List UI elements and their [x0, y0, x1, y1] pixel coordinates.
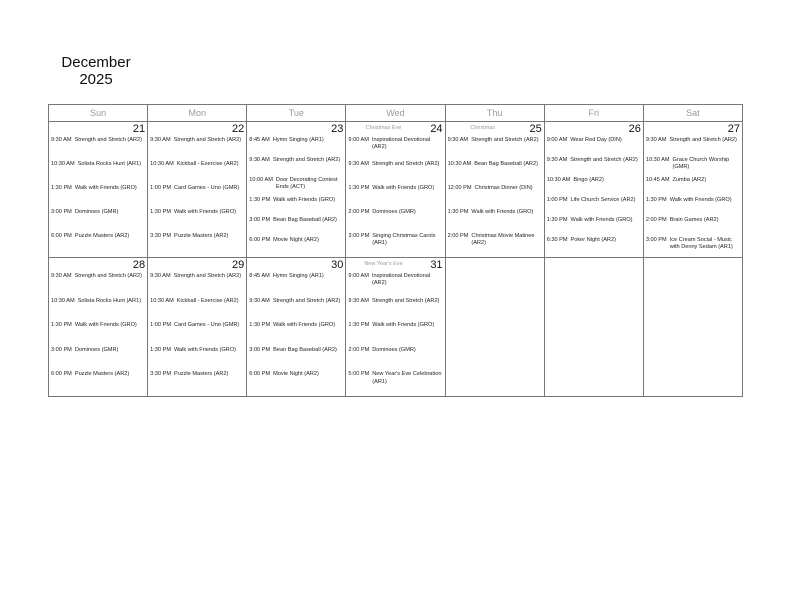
event-time: 9:30 AM	[348, 297, 369, 304]
event-time: 1:00 PM	[150, 322, 171, 329]
day-cell[interactable]	[49, 122, 148, 258]
event-time: 12:00 PM	[447, 185, 472, 191]
event-item[interactable]	[448, 209, 542, 233]
event-list	[545, 258, 643, 273]
event-time: 6:00 PM	[51, 371, 72, 378]
event-item[interactable]	[249, 273, 343, 298]
event-item[interactable]	[448, 161, 542, 185]
day-cell[interactable]	[49, 258, 148, 397]
event-item[interactable]	[150, 298, 244, 323]
event-name: New Year's Eve Celebration (AR1)	[372, 371, 442, 385]
event-name: Christmas Movie Matinee (AR2)	[471, 233, 535, 247]
day-number: 29	[232, 259, 245, 271]
event-list	[545, 122, 643, 257]
event-time: 9:00 AM	[348, 273, 369, 279]
event-time: 1:30 PM	[348, 185, 370, 191]
event-item[interactable]	[348, 209, 442, 233]
event-time: 1:30 PM	[150, 209, 171, 215]
event-item[interactable]	[51, 161, 145, 185]
event-name: Door Decorating Contest Ends (ACT)	[275, 177, 338, 191]
event-item[interactable]	[51, 185, 145, 209]
event-list	[49, 258, 147, 396]
event-item[interactable]	[348, 322, 442, 347]
day-number: 27	[727, 123, 740, 135]
event-name: Strength and Stretch (AR2)	[570, 157, 638, 163]
event-time: 1:30 PM	[249, 197, 271, 203]
year-label: 2025	[79, 71, 113, 88]
event-item[interactable]	[150, 185, 244, 209]
event-time: 10:30 AM	[645, 157, 670, 163]
event-item[interactable]	[348, 233, 442, 257]
event-name: Walk with Friends (GRO)	[74, 185, 137, 191]
event-list	[644, 258, 742, 273]
day-number: 23	[331, 123, 344, 135]
event-item[interactable]	[348, 161, 442, 185]
event-name: Ice Cream Social - Music with Denny Sedam (AR1)	[669, 237, 733, 251]
event-item[interactable]	[249, 177, 343, 197]
event-item[interactable]	[150, 161, 244, 185]
event-item[interactable]	[547, 177, 641, 197]
event-time: 8:45 AM	[249, 273, 270, 279]
event-name: Kickball - Exercise (AR2)	[176, 161, 239, 167]
event-name: Card Games - Uno (GMR)	[173, 322, 240, 329]
event-name: Wear Red Day (DIN)	[570, 137, 622, 143]
event-time: 9:30 AM	[546, 157, 568, 163]
event-item[interactable]	[448, 137, 542, 161]
event-time: 1:30 PM	[150, 346, 171, 353]
event-name: Hymn Singing (AR1)	[272, 273, 324, 279]
event-name: Strength and Stretch (AR2)	[272, 297, 341, 304]
weekday-header: Fri	[544, 105, 643, 122]
weekday-header: Sat	[643, 105, 742, 122]
event-item[interactable]	[51, 273, 145, 298]
event-item[interactable]	[249, 298, 343, 323]
event-time: 3:00 PM	[51, 209, 72, 215]
event-item[interactable]	[646, 197, 740, 217]
day-number: 24	[430, 123, 443, 135]
day-number: 22	[232, 123, 245, 135]
event-item[interactable]	[348, 273, 442, 298]
weekday-header: Thu	[445, 105, 544, 122]
holiday-label: Christmas	[470, 125, 496, 131]
event-list	[148, 258, 246, 396]
event-item[interactable]	[448, 233, 542, 257]
event-item[interactable]	[249, 371, 343, 396]
event-time: 6:00 PM	[51, 233, 72, 239]
event-item[interactable]	[249, 217, 343, 237]
event-item[interactable]	[547, 197, 641, 217]
event-name: Inspirational Devotional (AR2)	[371, 273, 431, 287]
weekday-header: Tue	[247, 105, 346, 122]
event-time: 1:30 PM	[546, 217, 568, 223]
day-cell[interactable]	[346, 122, 445, 258]
day-cell[interactable]	[148, 258, 247, 397]
event-time: 2:00 PM	[447, 233, 469, 239]
day-number: 28	[132, 259, 146, 271]
event-item[interactable]	[51, 298, 145, 323]
event-time: 1:00 PM	[150, 185, 171, 191]
event-time: 10:30 AM	[150, 297, 174, 304]
event-item[interactable]	[348, 185, 442, 209]
event-list	[49, 122, 147, 257]
event-item[interactable]	[51, 137, 145, 161]
day-cell[interactable]	[247, 122, 346, 258]
event-name: Life Church Service (AR2)	[570, 197, 636, 203]
calendar-grid	[48, 104, 743, 397]
event-time: 1:30 PM	[249, 322, 271, 329]
event-time: 9:30 AM	[447, 137, 469, 143]
event-item[interactable]	[646, 137, 740, 157]
event-item[interactable]	[51, 322, 145, 347]
event-list	[148, 122, 246, 257]
day-number: 31	[430, 259, 443, 271]
event-item[interactable]	[646, 237, 740, 257]
day-number: 25	[529, 123, 542, 135]
event-name: Grace Church Worship (GMR)	[672, 157, 730, 171]
event-name: Puzzle Masters (AR2)	[173, 233, 229, 239]
event-time: 9:30 AM	[249, 157, 270, 163]
event-time: 3:00 PM	[249, 346, 271, 353]
event-name: Dominoes (GMR)	[74, 346, 119, 353]
event-name: Walk with Friends (GRO)	[570, 217, 633, 223]
event-time: 8:45 AM	[249, 137, 270, 143]
holiday-label: Christmas Eve	[365, 125, 402, 131]
event-time: 6:30 PM	[546, 237, 568, 243]
event-time: 9:30 AM	[249, 297, 270, 304]
event-time: 1:00 PM	[546, 197, 568, 203]
event-time: 2:00 PM	[348, 209, 370, 215]
event-time: 1:30 PM	[51, 185, 72, 191]
event-time: 9:30 AM	[150, 137, 171, 143]
event-time: 10:30 AM	[447, 161, 472, 167]
day-cell[interactable]	[148, 122, 247, 258]
event-time: 6:00 PM	[249, 371, 271, 378]
day-cell[interactable]	[544, 122, 643, 258]
event-time: 1:30 PM	[645, 197, 667, 203]
event-item[interactable]	[249, 137, 343, 157]
event-list	[446, 122, 544, 257]
event-time: 6:00 PM	[249, 237, 271, 243]
event-item[interactable]	[51, 371, 145, 396]
event-item[interactable]	[448, 185, 542, 209]
event-name: Dominoes (GMR)	[372, 346, 416, 353]
event-name: Puzzle Masters (AR2)	[74, 233, 130, 239]
event-item[interactable]	[249, 322, 343, 347]
event-name: Strength and Stretch (AR2)	[371, 161, 440, 167]
event-item[interactable]	[547, 217, 641, 237]
event-name: Movie Night (AR2)	[273, 237, 319, 243]
event-list	[446, 258, 544, 273]
weekday-header: Wed	[346, 105, 445, 122]
event-item[interactable]	[348, 347, 442, 372]
event-name: Puzzle Masters (AR2)	[74, 371, 130, 378]
event-item[interactable]	[51, 347, 145, 372]
event-item[interactable]	[348, 371, 442, 396]
event-time: 10:30 AM	[150, 161, 174, 167]
event-item[interactable]	[646, 177, 740, 197]
event-time: 3:00 PM	[348, 233, 370, 239]
event-time: 3:30 PM	[150, 233, 171, 239]
event-time: 3:30 PM	[150, 371, 171, 378]
weekday-header: Mon	[148, 105, 247, 122]
event-name: Dominoes (GMR)	[372, 209, 416, 215]
day-cell[interactable]	[643, 122, 742, 258]
event-list	[247, 122, 345, 257]
event-time: 3:00 PM	[249, 217, 271, 223]
day-cell[interactable]	[247, 258, 346, 397]
event-name: Strength and Stretch (AR2)	[74, 273, 143, 279]
event-item[interactable]	[150, 273, 244, 298]
event-name: Strength and Stretch (AR2)	[272, 157, 341, 163]
event-name: Strength and Stretch (AR2)	[74, 137, 143, 143]
empty-day-cell[interactable]	[643, 258, 742, 397]
day-number: 26	[628, 123, 641, 135]
weekday-header: Sun	[49, 105, 148, 122]
event-name: Movie Night (AR2)	[273, 371, 319, 378]
holiday-label: New Year's Eve	[364, 261, 403, 267]
event-name: Walk with Friends (GRO)	[471, 209, 534, 215]
event-item[interactable]	[150, 322, 244, 347]
event-item[interactable]	[249, 197, 343, 217]
event-item[interactable]	[150, 371, 244, 396]
event-name: Card Games - Uno (GMR)	[173, 185, 240, 191]
event-item[interactable]	[249, 347, 343, 372]
event-list	[247, 258, 345, 396]
event-time: 1:30 PM	[51, 322, 72, 329]
event-list	[346, 258, 444, 396]
event-item[interactable]	[547, 237, 641, 257]
event-time: 3:00 PM	[51, 346, 72, 353]
day-number: 21	[132, 123, 146, 135]
event-item[interactable]	[646, 217, 740, 237]
event-name: Bean Bag Baseball (AR2)	[474, 161, 538, 167]
event-name: Strength and Stretch (AR2)	[173, 273, 242, 279]
event-time: 9:30 AM	[348, 161, 369, 167]
event-name: Puzzle Masters (AR2)	[173, 371, 229, 378]
event-name: Walk with Friends (GRO)	[273, 322, 336, 329]
event-time: 10:00 AM	[249, 177, 273, 183]
event-item[interactable]	[348, 137, 442, 161]
event-name: Strength and Stretch (AR2)	[371, 297, 440, 304]
month-label: December	[61, 54, 131, 71]
event-name: Bean Bag Baseball (AR2)	[273, 217, 337, 223]
event-time: 2:00 PM	[645, 217, 667, 223]
event-name: Inspirational Devotional (AR2)	[371, 137, 431, 151]
event-item[interactable]	[348, 298, 442, 323]
event-time: 9:30 AM	[150, 273, 171, 279]
day-cell[interactable]	[445, 122, 544, 258]
event-name: Hymn Singing (AR1)	[272, 137, 324, 143]
event-name: Walk with Friends (GRO)	[173, 209, 236, 215]
event-item[interactable]	[249, 157, 343, 177]
event-item[interactable]	[646, 157, 740, 177]
event-item[interactable]	[150, 137, 244, 161]
event-name: Kickball - Exercise (AR2)	[176, 297, 239, 304]
event-time: 10:30 AM	[51, 161, 75, 167]
event-time: 10:45 AM	[645, 177, 670, 183]
week-row	[49, 258, 743, 397]
event-time: 3:00 PM	[645, 237, 667, 243]
event-time: 9:30 AM	[51, 273, 72, 279]
event-name: Singing Christmas Carols (AR1)	[372, 233, 436, 247]
event-name: Christmas Dinner (DIN)	[474, 185, 533, 191]
event-time: 5:00 PM	[348, 371, 370, 378]
event-name: Walk with Friends (GRO)	[74, 322, 137, 329]
event-name: Walk with Friends (GRO)	[173, 346, 236, 353]
calendar-title	[48, 54, 144, 88]
event-name: Strength and Stretch (AR2)	[471, 137, 539, 143]
event-name: Poker Night (AR2)	[570, 237, 616, 243]
event-name: Solista Rocks Hunt (AR1)	[77, 297, 142, 304]
event-name: Brain Games (AR2)	[669, 217, 719, 223]
event-time: 9:30 AM	[51, 137, 72, 143]
event-item[interactable]	[51, 233, 145, 257]
event-time: 1:30 PM	[348, 322, 370, 329]
event-name: Strength and Stretch (AR2)	[173, 137, 242, 143]
event-name: Dominoes (GMR)	[74, 209, 119, 215]
event-time: 9:00 AM	[546, 137, 568, 143]
event-name: Walk with Friends (GRO)	[273, 197, 336, 203]
event-item[interactable]	[547, 157, 641, 177]
event-item[interactable]	[150, 347, 244, 372]
event-time: 1:30 PM	[447, 209, 469, 215]
event-name: Walk with Friends (GRO)	[372, 185, 435, 191]
event-list	[346, 122, 444, 257]
event-name: Walk with Friends (GRO)	[372, 322, 435, 329]
event-name: Walk with Friends (GRO)	[669, 197, 732, 203]
event-time: 9:30 AM	[645, 137, 667, 143]
day-number: 30	[331, 259, 344, 271]
event-name: Bingo (AR2)	[573, 177, 604, 183]
empty-day-cell[interactable]	[544, 258, 643, 397]
weekday-header-row	[49, 105, 743, 122]
event-name: Bean Bag Baseball (AR2)	[273, 346, 337, 353]
event-item[interactable]	[249, 237, 343, 257]
event-list	[644, 122, 742, 257]
event-item[interactable]	[150, 209, 244, 233]
event-name: Strength and Stretch (AR2)	[669, 137, 737, 143]
event-item[interactable]	[150, 233, 244, 257]
event-time: 2:00 PM	[348, 346, 370, 353]
event-time: 9:00 AM	[348, 137, 369, 143]
day-cell[interactable]	[346, 258, 445, 397]
empty-day-cell[interactable]	[445, 258, 544, 397]
event-time: 10:30 AM	[546, 177, 571, 183]
event-name: Zumba (AR2)	[672, 177, 707, 183]
week-row	[49, 122, 743, 258]
event-time: 10:30 AM	[51, 297, 75, 304]
event-name: Solista Rocks Hunt (AR1)	[77, 161, 142, 167]
event-item[interactable]	[547, 137, 641, 157]
event-item[interactable]	[51, 209, 145, 233]
